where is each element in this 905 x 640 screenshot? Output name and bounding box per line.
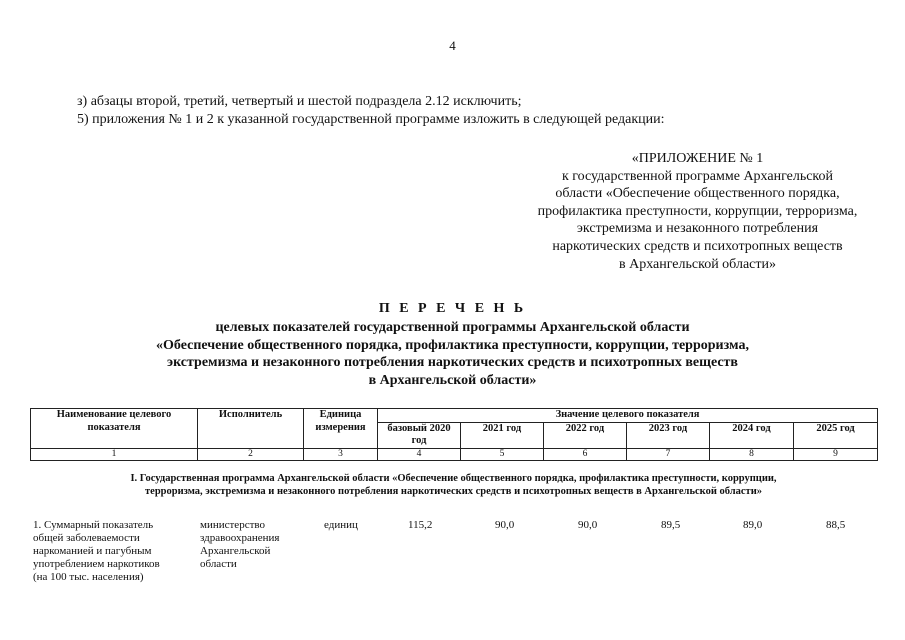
- header-base-year: базовый 2020 год: [378, 422, 461, 448]
- body-line-1: з) абзацы второй, третий, четвертый и шестой подраздела 2.12 исключить;: [77, 94, 522, 109]
- appendix-line: к государственной программе Архангельской: [561, 168, 834, 184]
- header-name: Наименование целевого показателя: [31, 409, 198, 449]
- page-number: 4: [449, 38, 456, 53]
- header-2024: 2024 год: [710, 422, 794, 448]
- header-2021: 2021 год: [461, 422, 544, 448]
- appendix-line: наркотических средств и психотропных веществ: [552, 238, 843, 254]
- appendix-line: экстремизма и незаконного потребления: [576, 221, 819, 237]
- column-number: 9: [794, 448, 878, 460]
- row-name-line: 1. Суммарный показатель: [33, 519, 154, 531]
- row-executor-cell: [200, 519, 279, 571]
- column-number: 6: [544, 448, 627, 460]
- section-title-line: I. Государственная программа Архангельской области «Обеспечение общественного порядка, профилактика преступности, коррупции,: [130, 473, 777, 484]
- value-2023: 89,5: [661, 519, 681, 531]
- value-2025: 88,5: [826, 519, 846, 531]
- section-title: [30, 472, 877, 498]
- value-2024: 89,0: [743, 519, 763, 531]
- row-name-line: общей заболеваемости: [33, 532, 140, 544]
- column-number: 3: [304, 448, 378, 460]
- column-number: 5: [461, 448, 544, 460]
- value-2021: 90,0: [495, 519, 515, 531]
- title-line: «Обеспечение общественного порядка, профилактика преступности, коррупции, терроризма,: [156, 337, 749, 353]
- title-line: в Архангельской области»: [368, 373, 537, 389]
- row-executor-line: здравоохранения: [200, 532, 280, 544]
- appendix-line: в Архангельской области»: [619, 256, 776, 272]
- header-2023: 2023 год: [627, 422, 710, 448]
- header-executor: Исполнитель: [198, 409, 304, 449]
- value-2022: 90,0: [578, 519, 598, 531]
- row-name-line: (на 100 тыс. населения): [33, 571, 144, 583]
- row-name-line: употреблением наркотиков: [33, 558, 160, 570]
- title-line: целевых показателей государственной программы Архангельской области: [215, 319, 690, 335]
- section-title-line: терроризма, экстремизма и незаконного потребления наркотических средств и психотропных веществ в Архангельской области»: [145, 486, 762, 497]
- header-2025: 2025 год: [794, 422, 878, 448]
- row-name-line: наркоманией и пагубным: [33, 545, 152, 557]
- row-unit: единиц: [324, 519, 358, 531]
- column-number: 1: [31, 448, 198, 460]
- document-title: [0, 300, 905, 390]
- column-number: 7: [627, 448, 710, 460]
- appendix-line: «ПРИЛОЖЕНИЕ № 1: [631, 151, 764, 166]
- row-executor-line: министерство: [200, 519, 266, 531]
- value-base-2020: 115,2: [408, 519, 433, 531]
- header-value-group: Значение целевого показателя: [378, 409, 878, 423]
- header-2022: 2022 год: [544, 422, 627, 448]
- body-line-2: 5) приложения № 1 и 2 к указанной государственной программе изложить в следующей редакции:: [77, 112, 665, 127]
- title-line: экстремизма и незаконного потребления наркотических средств и психотропных веществ: [167, 355, 738, 371]
- column-number: 4: [378, 448, 461, 460]
- row-executor-line: Архангельской: [200, 545, 271, 557]
- row-executor-line: области: [200, 558, 237, 570]
- appendix-line: области «Обеспечение общественного порядка,: [555, 186, 840, 202]
- column-number: 2: [198, 448, 304, 460]
- row-name-cell: [33, 519, 160, 584]
- indicators-table: [30, 408, 878, 461]
- header-unit: Единица измерения: [304, 409, 378, 449]
- title-spaced: П Е Р Е Ч Е Н Ь: [378, 301, 527, 316]
- appendix-line: профилактика преступности, коррупции, терроризма,: [537, 203, 858, 219]
- appendix-heading: [500, 150, 895, 273]
- column-number: 8: [710, 448, 794, 460]
